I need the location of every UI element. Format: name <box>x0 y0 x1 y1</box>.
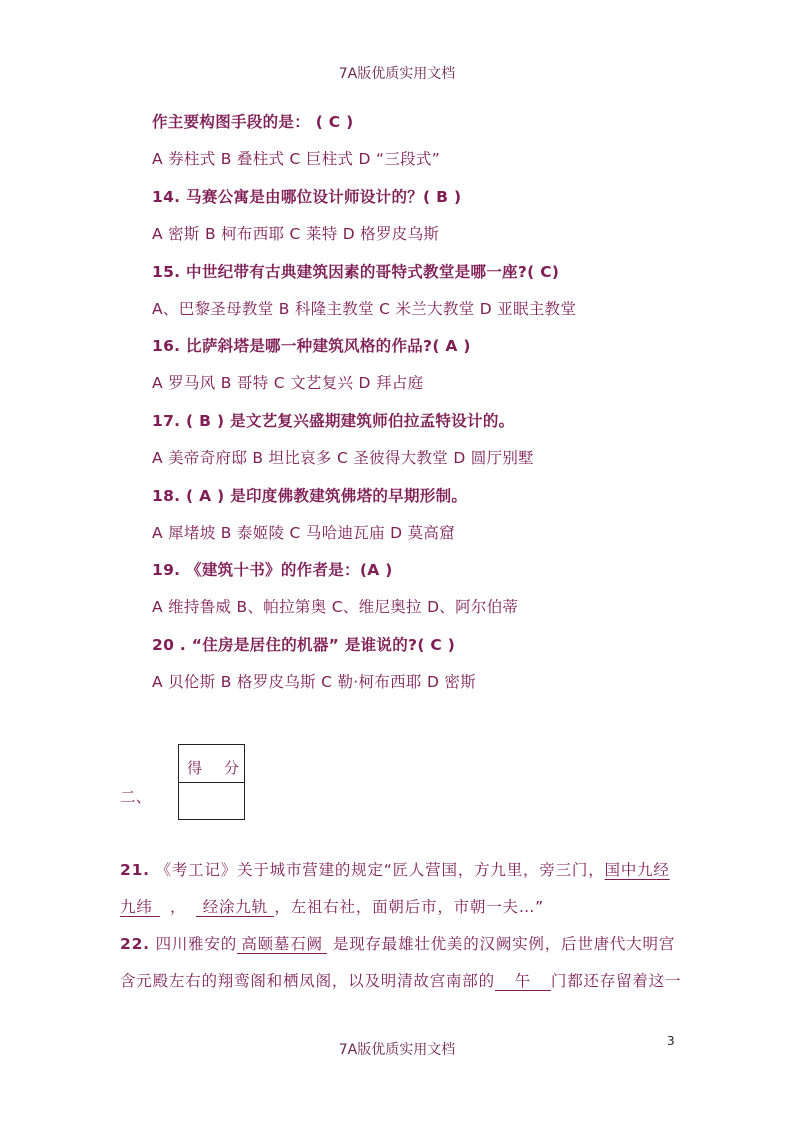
question-options-16: A 罗马风 B 哥特 C 文艺复兴 D 拜占庭 <box>152 374 424 392</box>
page-footer: 7A版优质实用文档 <box>338 1042 456 1058</box>
question-22-number: 22. <box>120 935 150 953</box>
question-22-answer-1: 高颐墓石阙 <box>237 935 327 954</box>
question-22-rest-2: 门都还存留着这一 <box>550 972 682 990</box>
score-label-fen: 分 <box>223 759 239 777</box>
score-entry-cell[interactable] <box>179 783 244 819</box>
page-header: 7A版优质实用文档 <box>338 66 456 82</box>
question-options-14: A 密斯 B 柯布西耶 C 莱特 D 格罗皮乌斯 <box>152 225 440 243</box>
question-stem-17: 17. ( B ) 是文艺复兴盛期建筑师伯拉孟特设计的。 <box>152 412 515 430</box>
question-options-17: A 美帝奇府邸 B 坦比哀多 C 圣彼得大教堂 D 圆厅别墅 <box>152 449 534 467</box>
score-label-de: 得 <box>187 759 203 777</box>
page-number: 3 <box>667 1034 675 1048</box>
question-stem-19: 19. 《建筑十书》的作者是：(A ) <box>152 561 393 579</box>
question-22-answer-2: 午 <box>495 972 551 991</box>
question-stem-16: 16. 比萨斜塔是哪一种建筑风格的作品?( A ) <box>152 337 471 355</box>
question-21-rest: ，左祖右社，面朝后市，市朝一夫…” <box>274 898 544 916</box>
question-options-18: A 犀堵坡 B 泰姬陵 C 马哈迪瓦庙 D 莫高窟 <box>152 524 455 542</box>
question-21-text: 《考工记》关于城市营建的规定“匠人营国，方九里，旁三门， <box>149 861 605 879</box>
question-22-text-2: 含元殿左右的翔鸾阁和栖凤阁，以及明清故宫南部的 <box>120 972 495 990</box>
question-options-15: A、巴黎圣母教堂 B 科隆主教堂 C 米兰大教堂 D 亚眠主教堂 <box>152 300 577 318</box>
question-22-line-1 <box>120 932 675 954</box>
question-stem-14: 14. 马赛公寓是由哪位设计师设计的？( B ) <box>152 188 462 206</box>
question-22-line-2 <box>120 969 681 991</box>
question-options-13: A 券柱式 B 叠柱式 C 巨柱式 D “三段式” <box>152 150 441 168</box>
question-stem-15: 15. 中世纪带有古典建筑因素的哥特式教堂是哪一座?( C) <box>152 263 560 281</box>
question-21-number: 21. <box>120 861 150 879</box>
question-21-line-2 <box>120 895 544 917</box>
score-box-header <box>179 745 244 783</box>
question-21-line-1 <box>120 858 670 880</box>
section-label: 二、 <box>120 788 152 806</box>
question-stem-18: 18. ( A ) 是印度佛教建筑佛塔的早期形制。 <box>152 487 468 505</box>
question-options-19: A 维持鲁威 B、帕拉第奥 C、维尼奥拉 D、阿尔伯蒂 <box>152 598 519 616</box>
question-22-text: 四川雅安的 <box>149 935 238 953</box>
score-box <box>178 744 245 820</box>
question-stem-13: 作主要构图手段的是： ( C ) <box>152 113 354 131</box>
question-21-answer-2: 经涂九轨 <box>196 898 274 917</box>
question-options-20: A 贝伦斯 B 格罗皮乌斯 C 勒·柯布西耶 D 密斯 <box>152 673 477 691</box>
question-22-rest: 是现存最雄壮优美的汉阙实例，后世唐代大明宫 <box>327 935 676 953</box>
question-21-answer-1-cont: 九纬 <box>120 898 160 917</box>
question-21-answer-1: 国中九经 <box>604 861 670 879</box>
question-stem-20: 20 . “住房是居住的机器” 是谁说的?( C ) <box>152 636 456 654</box>
question-21-separator: ， <box>170 898 187 916</box>
